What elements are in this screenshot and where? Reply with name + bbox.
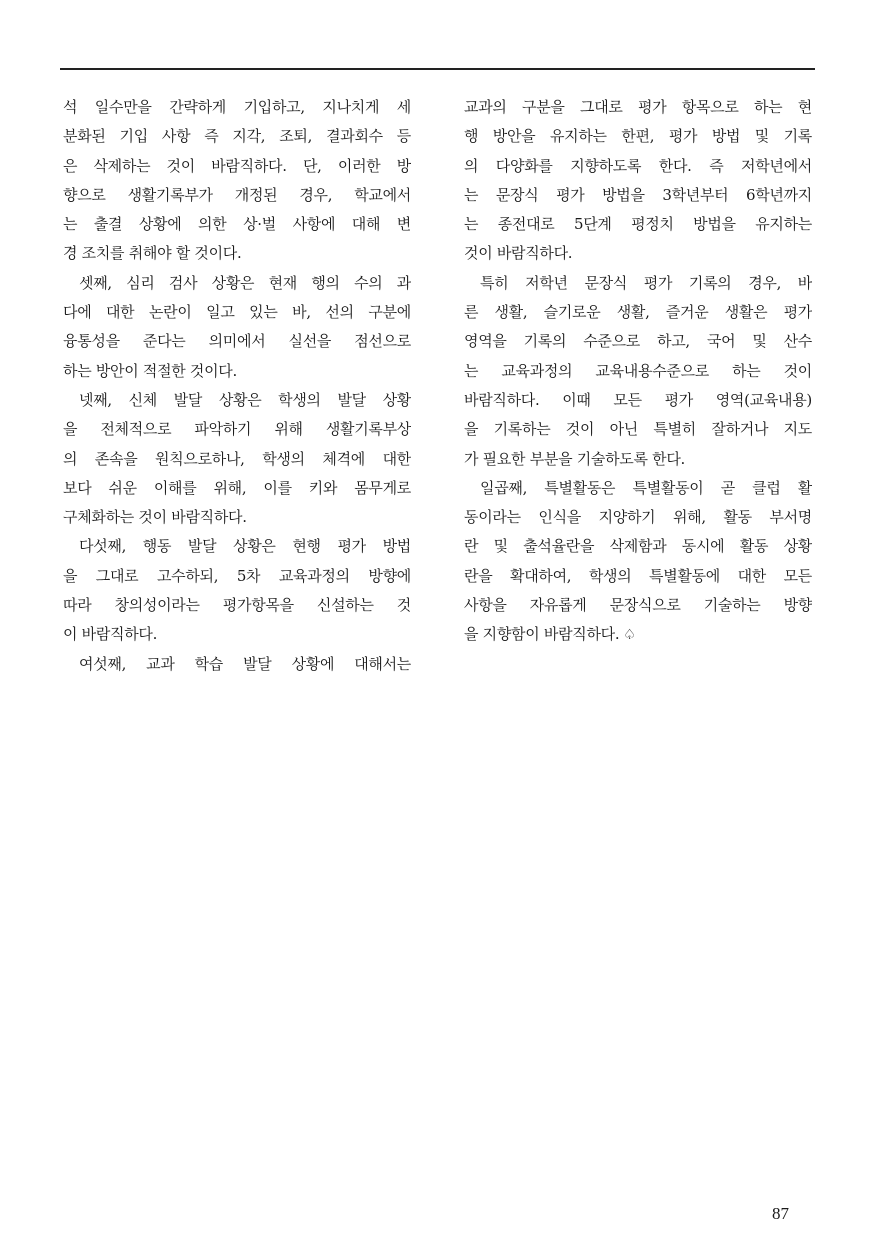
text-line: 바람직하다. 이때 모든 평가 영역(교육내용)	[464, 390, 812, 409]
end-mark-icon: ♤	[623, 627, 636, 644]
text-line: 하는 방안이 적절한 것이다.	[63, 361, 237, 380]
paragraph-lower-grades	[464, 269, 812, 474]
paragraph-fourth	[63, 386, 411, 532]
text-line: 란을 확대하여, 학생의 특별활동에 대한 모든	[464, 566, 812, 585]
text-line: 교과의 구분을 그대로 평가 항목으로 하는 현	[464, 98, 812, 116]
text-line: 란 및 출석율란을 삭제함과 동시에 활동 상황	[464, 537, 812, 556]
text-line: 셋째, 심리 검사 상황은 현재 행의 수의 과	[79, 273, 411, 292]
paragraph-seventh	[464, 474, 812, 651]
text-line: 동이라는 인식을 지양하기 위해, 활동 부서명	[464, 508, 812, 527]
paragraph-sixth	[63, 650, 411, 679]
right-column	[464, 93, 812, 651]
text-line: 을 기록하는 것이 아닌 특별히 잘하거나 지도	[464, 420, 812, 439]
top-rule	[60, 68, 815, 70]
text-line: 영역을 기록의 수준으로 하고, 국어 및 산수	[464, 332, 812, 351]
text-line: 향으로 생활기록부가 개정된 경우, 학교에서	[63, 185, 411, 204]
text-line: 을 전체적으로 파악하기 위해 생활기록부상	[63, 420, 411, 439]
text-line: 융통성을 준다는 의미에서 실선을 점선으로	[63, 332, 411, 351]
text-line: 는 교육과정의 교육내용수준으로 하는 것이	[464, 361, 812, 380]
paragraph-third	[63, 269, 411, 386]
text-line: 의 다양화를 지향하도록 한다. 즉 저학년에서	[464, 156, 812, 175]
paragraph-fifth	[63, 532, 411, 649]
text-line: 따라 창의성이라는 평가항목을 신설하는 것	[63, 596, 411, 615]
text-line: 사항을 자유롭게 문장식으로 기술하는 방향	[464, 596, 812, 615]
text-line-content: 을 지향함이 바람직하다.	[464, 625, 620, 644]
text-line: 넷째, 신체 발달 상황은 학생의 발달 상황	[79, 390, 411, 409]
text-line: 다에 대한 논란이 일고 있는 바, 선의 구분에	[63, 303, 411, 322]
text-line: 다섯째, 행동 발달 상황은 현행 평가 방법	[79, 537, 411, 556]
text-line: 석 일수만을 간략하게 기입하고, 지나치게 세	[63, 98, 411, 116]
text-line: 른 생활, 슬기로운 생활, 즐거운 생활은 평가	[464, 303, 812, 322]
text-line: 이 바람직하다.	[63, 625, 158, 644]
text-line: 는 종전대로 5단계 평정치 방법을 유지하는	[464, 215, 812, 234]
text-line: 의 존속을 원칙으로하나, 학생의 체격에 대한	[63, 449, 411, 468]
text-line: 여섯째, 교과 학습 발달 상황에 대해서는	[79, 654, 411, 673]
text-line: 는 문장식 평가 방법을 3학년부터 6학년까지	[464, 185, 812, 204]
text-line: 일곱째, 특별활동은 특별활동이 곧 클럽 활	[480, 478, 812, 497]
text-line: 경 조치를 취해야 할 것이다.	[63, 244, 242, 263]
text-line: 특히 저학년 문장식 평가 기록의 경우, 바	[480, 273, 812, 292]
text-line: 보다 쉬운 이해를 위해, 이를 키와 몸무게로	[63, 478, 411, 497]
page-number: 87	[772, 1204, 789, 1223]
text-line: 분화된 기입 사항 즉 지각, 조퇴, 결과회수 등	[63, 127, 411, 146]
paragraph-attendance-cont	[63, 93, 411, 269]
text-line: 구체화하는 것이 바람직하다.	[63, 508, 247, 527]
text-line: 것이 바람직하다.	[464, 244, 573, 263]
text-line: 은 삭제하는 것이 바람직하다. 단, 이러한 방	[63, 156, 411, 175]
text-line: 을 그대로 고수하되, 5차 교육과정의 방향에	[63, 566, 411, 585]
text-line: 가 필요한 부분을 기술하도록 한다.	[464, 449, 686, 468]
paragraph-sixth-cont	[464, 93, 812, 269]
text-line: 행 방안을 유지하는 한편, 평가 방법 및 기록	[464, 127, 812, 146]
text-line	[464, 620, 812, 650]
left-column	[63, 93, 411, 679]
text-line: 는 출결 상황에 의한 상·벌 사항에 대해 변	[63, 215, 411, 234]
